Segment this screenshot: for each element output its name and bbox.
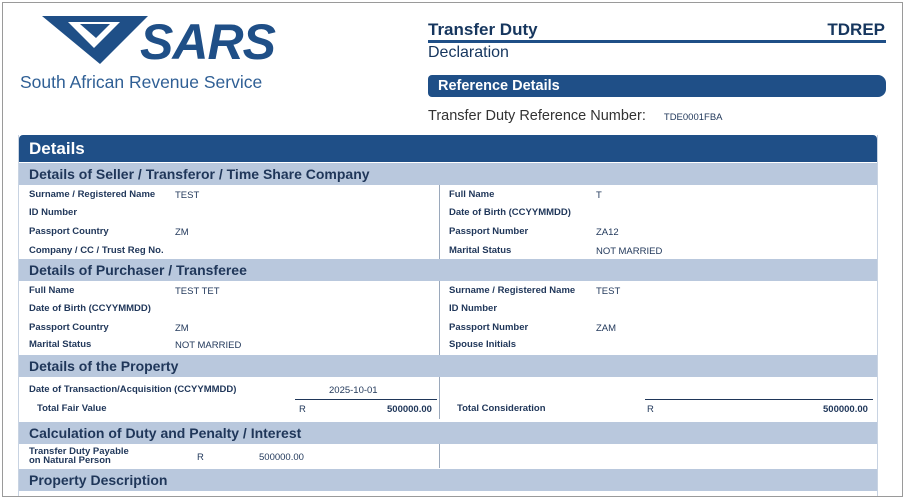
details-header: Details — [19, 135, 877, 162]
property-date-label: Date of Transaction/Acquisition (CCYYMMDD) — [29, 384, 237, 395]
duty-payable-label-line1: Transfer Duty Payable — [29, 446, 129, 457]
fair-value-currency: R — [299, 404, 306, 415]
column-divider — [439, 185, 440, 259]
seller-marital-label: Marital Status — [449, 245, 512, 256]
purchaser-passport-country-label: Passport Country — [29, 322, 109, 333]
purchaser-spouse-label: Spouse Initials — [449, 339, 517, 350]
section-property-description: Property Description — [19, 469, 877, 491]
reference-details-bar: Reference Details — [428, 75, 886, 97]
header-rule — [428, 40, 886, 43]
seller-passport-country-value: ZM — [175, 227, 189, 238]
form-subtitle: Declaration — [428, 44, 509, 61]
purchaser-passport-number-label: Passport Number — [449, 322, 529, 333]
purchaser-surname-label: Surname / Registered Name — [449, 285, 576, 296]
reference-number-value: TDE0001FBA — [663, 112, 723, 123]
seller-full-name-label: Full Name — [449, 189, 495, 200]
seller-surname-label: Surname / Registered Name — [29, 189, 156, 200]
sars-logo-mark — [40, 14, 150, 66]
duty-payable-label-line2: on Natural Person — [29, 455, 111, 466]
section-seller: Details of Seller / Transferor / Time Share Company — [19, 163, 877, 185]
seller-surname-value: TEST — [175, 190, 200, 201]
purchaser-surname-value: TEST — [596, 286, 621, 297]
seller-company-label: Company / CC / Trust Reg No. — [29, 245, 164, 256]
sars-logo — [20, 14, 300, 94]
consideration-currency: R — [647, 404, 654, 415]
reference-number-line — [428, 108, 723, 124]
duty-payable-value: 500000.00 — [259, 452, 304, 463]
consideration-overline — [645, 399, 873, 400]
seller-dob-label: Date of Birth (CCYYMMDD) — [449, 207, 571, 218]
section-calculation: Calculation of Duty and Penalty / Interest — [19, 422, 877, 444]
seller-passport-country-label: Passport Country — [29, 226, 109, 237]
purchaser-marital-label: Marital Status — [29, 339, 92, 350]
purchaser-full-name-value: TEST TET — [175, 286, 220, 297]
column-divider — [439, 444, 440, 468]
reference-number-label: Transfer Duty Reference Number: — [428, 108, 646, 124]
logo-wordmark: SARS — [140, 14, 275, 70]
purchaser-full-name-label: Full Name — [29, 285, 75, 296]
logo-subtitle: South African Revenue Service — [20, 72, 263, 92]
date-underline — [295, 399, 437, 400]
duty-payable-currency: R — [197, 452, 204, 463]
consideration-value: 500000.00 — [823, 404, 868, 415]
duty-payable-label — [29, 447, 129, 465]
fair-value-value: 500000.00 — [387, 404, 432, 415]
purchaser-passport-number-value: ZAM — [596, 323, 617, 334]
seller-id-label: ID Number — [29, 207, 78, 218]
consideration-label: Total Consideration — [457, 403, 546, 414]
purchaser-id-label: ID Number — [449, 303, 498, 314]
form-code: TDREP — [827, 20, 885, 39]
column-divider — [439, 281, 440, 355]
fair-value-label: Total Fair Value — [37, 403, 107, 414]
section-purchaser: Details of Purchaser / Transferee — [19, 259, 877, 281]
property-date-value: 2025-10-01 — [329, 385, 378, 396]
purchaser-dob-label: Date of Birth (CCYYMMDD) — [29, 303, 151, 314]
purchaser-marital-value: NOT MARRIED — [175, 340, 242, 351]
details-panel — [18, 135, 878, 496]
section-property: Details of the Property — [19, 355, 877, 377]
form-title: Transfer Duty — [428, 20, 538, 39]
column-divider — [439, 377, 440, 419]
purchaser-passport-country-value: ZM — [175, 323, 189, 334]
seller-marital-value: NOT MARRIED — [596, 246, 663, 257]
seller-passport-number-label: Passport Number — [449, 226, 529, 237]
seller-full-name-value: T — [596, 190, 602, 201]
seller-passport-number-value: ZA12 — [596, 227, 619, 238]
